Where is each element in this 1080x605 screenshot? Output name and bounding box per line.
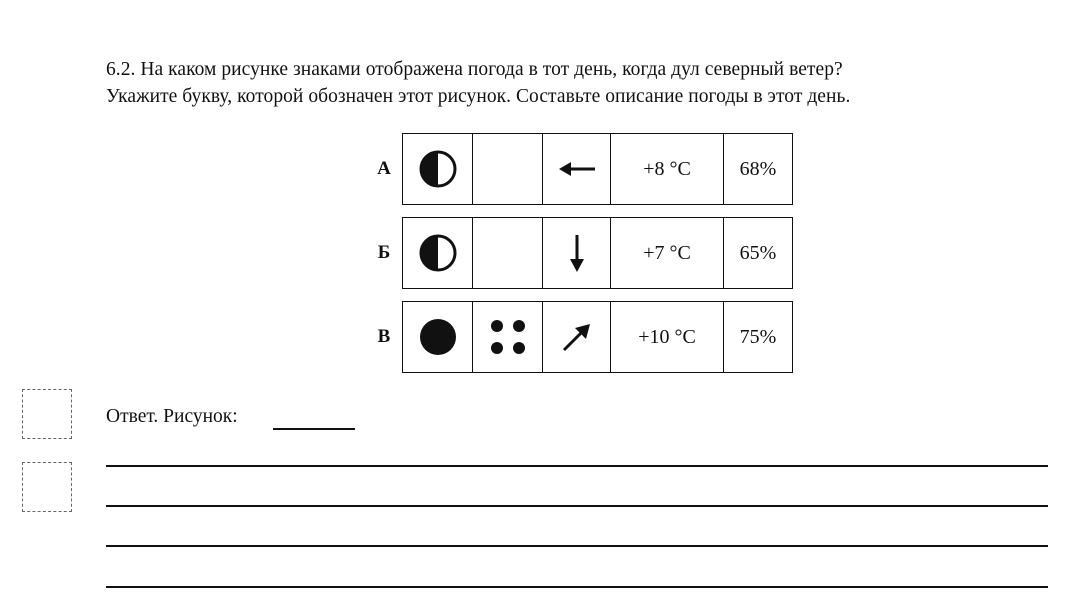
temperature-cell: +10 °C (611, 302, 724, 372)
cloud-cell (403, 134, 473, 204)
cloud-cell (403, 302, 473, 372)
question-line-2: Укажите букву, которой обозначен этот рисунок. Составьте описание погоды в этот день. (106, 86, 851, 107)
temperature-cell: +7 °C (611, 218, 724, 288)
precipitation-cell (473, 218, 543, 288)
row-letter: В (377, 326, 391, 347)
humidity-cell: 65% (739, 241, 777, 264)
arrow-down-icon (562, 231, 592, 275)
score-box-1 (22, 389, 72, 439)
wind-cell (543, 134, 611, 204)
score-box-2 (22, 462, 72, 512)
wind-cell (543, 302, 611, 372)
question-line-1: 6.2. На каком рисунке знаками отображена погода в тот день, когда дул северный ветер? (106, 59, 843, 80)
temperature-cell: +8 °C (611, 134, 724, 204)
answer-line-1[interactable] (106, 465, 1048, 467)
humidity-cell: 68% (739, 157, 777, 180)
half-filled-circle-icon (417, 232, 459, 274)
question-text (106, 56, 1066, 110)
answer-line-4[interactable] (106, 586, 1048, 588)
answer-label: Ответ. Рисунок: (106, 406, 238, 427)
half-filled-circle-icon (417, 148, 459, 190)
row-letter: А (377, 158, 391, 179)
weather-table-row (402, 133, 793, 205)
arrow-up-right-icon (559, 319, 595, 355)
four-dots-icon (487, 316, 529, 358)
answer-blank[interactable] (273, 428, 355, 430)
humidity-cell: 75% (739, 325, 777, 348)
cloud-cell (403, 218, 473, 288)
weather-table-row (402, 301, 793, 373)
precipitation-cell (473, 302, 543, 372)
wind-cell (543, 218, 611, 288)
filled-circle-icon (417, 316, 459, 358)
answer-line-3[interactable] (106, 545, 1048, 547)
arrow-left-icon (555, 154, 599, 184)
weather-table-row (402, 217, 793, 289)
answer-line-2[interactable] (106, 505, 1048, 507)
precipitation-cell (473, 134, 543, 204)
row-letter: Б (377, 242, 391, 263)
